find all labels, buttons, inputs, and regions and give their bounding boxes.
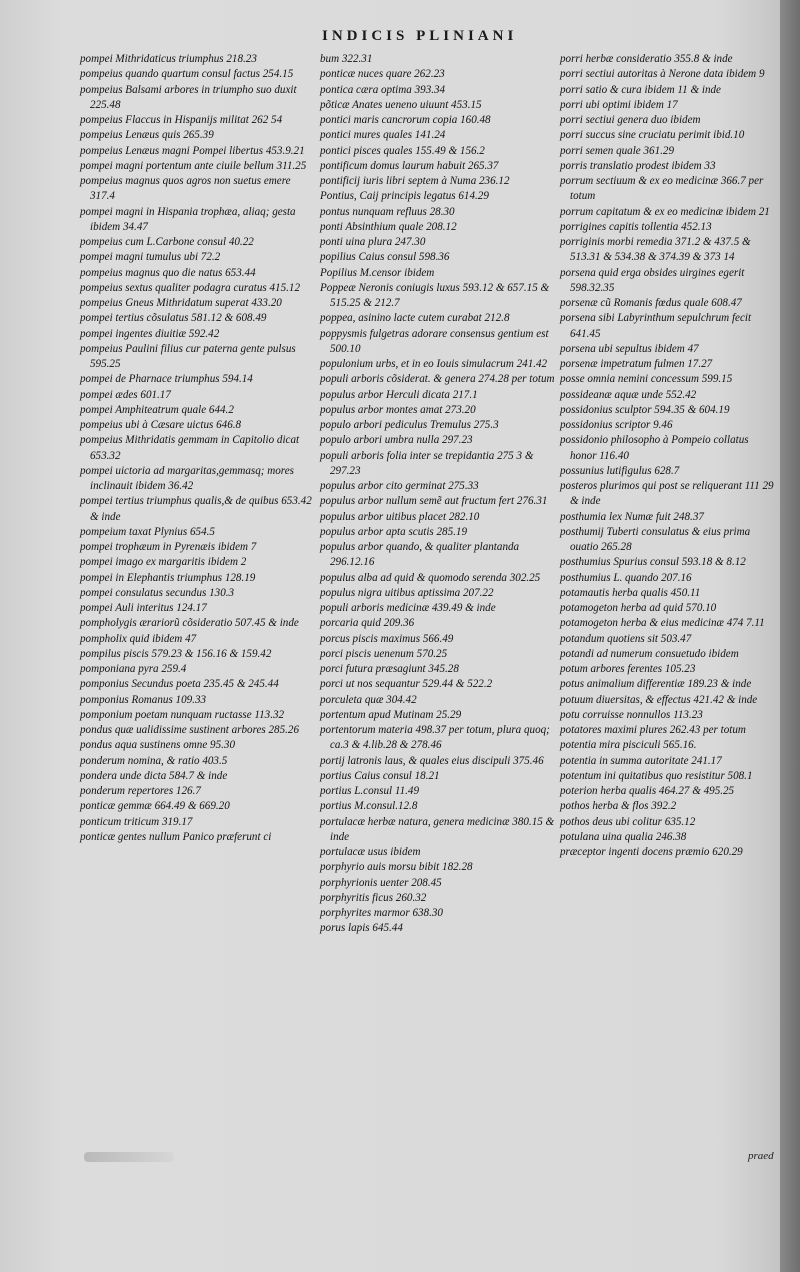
index-entry: portij latronis laus, & quales eius discipuli 375.46 xyxy=(320,754,544,767)
index-entry: porrum sectiuum & ex eo medicinæ 366.7 per totum xyxy=(560,175,764,203)
index-entry: poppysmis fulgetras adorare consensus gentium est 500.10 xyxy=(320,327,549,355)
index-entry: porphyrionis uenter 208.45 xyxy=(320,876,442,889)
index-entry: pompholygis ærariorũ cõsideratio 507.45 & inde xyxy=(80,617,299,630)
index-entry: pontificij iuris libri septem à Numa 236.12 xyxy=(320,175,510,187)
index-entry: pompeius Gneus Mithridatum superat 433.20 xyxy=(80,297,282,309)
index-entry: pompeius Balsami arbores in triumpho suo duxit 225.48 xyxy=(80,83,297,111)
index-entry: populus alba ad quid & quomodo serenda 302.25 xyxy=(320,571,541,584)
index-entry: potamogeton herba ad quid 570.10 xyxy=(560,602,717,614)
index-entry: pompei imago ex margaritis ibidem 2 xyxy=(80,556,247,569)
index-entry: pompei de Pharnace triumphus 594.14 xyxy=(80,373,253,386)
index-entry: pomponium poetam nunquam ructasse 113.32 xyxy=(80,708,285,721)
index-entry: porcaria quid 209.36 xyxy=(320,617,415,630)
index-entry: porsena ubi sepultus ibidem 47 xyxy=(560,342,699,355)
index-entry: pompei Auli interitus 124.17 xyxy=(80,602,207,614)
index-entry: potandum quotiens sit 503.47 xyxy=(560,632,692,645)
index-entry: bum 322.31 xyxy=(320,53,373,65)
index-entry: possideanæ aquæ unde 552.42 xyxy=(560,388,697,401)
index-entry: porri sectiui autoritas à Nerone data ibidem 9 xyxy=(560,68,765,81)
index-entry: porsenæ impetratum fulmen 17.27 xyxy=(560,358,713,370)
index-entry: porrigines capitis tollentia 452.13 xyxy=(560,220,712,233)
index-entry: pontici pisces quales 155.49 & 156.2 xyxy=(320,144,485,157)
index-entry: portentorum materia 498.37 per totum, plura quoq; ca.3 & 4.lib.28 & 278.46 xyxy=(320,724,550,752)
index-entry: porriginis morbi remedia 371.2 & 437.5 & 513.31 & 534.38 & 374.39 & 373 14 xyxy=(560,236,751,264)
index-entry: portentum apud Mutinam 25.29 xyxy=(320,708,462,721)
index-entry: populi arboris cõsiderat. & genera 274.28 per totum xyxy=(320,373,555,386)
index-entry: populus nigra uitibus aptissima 207.22 xyxy=(320,586,494,599)
index-entry: pompeius quando quartum consul factus 254.15 xyxy=(80,68,294,81)
index-entry: posthumia lex Numæ fuit 248.37 xyxy=(560,510,704,523)
index-entry: pompeius Mithridatis gemmam in Capitolio dicat 653.32 xyxy=(80,434,300,462)
index-entry: populi arboris folia inter se trepidantia 275 3 & 297.23 xyxy=(320,449,534,477)
index-entry: pontica cæra optima 393.34 xyxy=(320,83,446,96)
index-entry: populonium urbs, et in eo Iouis simulacrum 241.42 xyxy=(320,358,548,370)
index-entry: pompeius Lenæus quis 265.39 xyxy=(80,129,214,142)
index-entry: portulacæ herbæ natura, genera medicinæ 380.15 & inde xyxy=(320,815,555,843)
index-entry: pothos herba & flos 392.2 xyxy=(560,800,677,813)
index-entry: pompei magni tumulus ubi 72.2 xyxy=(80,251,221,264)
index-entry: ponderum nomina, & ratio 403.5 xyxy=(80,754,228,767)
index-entry: pompeius magnus quo die natus 653.44 xyxy=(80,266,256,279)
index-entry: popilius Caius consul 598.36 xyxy=(320,251,450,264)
running-head: INDICIS PLINIANI xyxy=(322,28,518,44)
index-entry: pompholix quid ibidem 47 xyxy=(80,632,197,645)
index-entry: pontificum domus laurum habuit 265.37 xyxy=(320,159,499,172)
index-entry: ponticum triticum 319.17 xyxy=(80,815,193,828)
index-entry: posthumij Tuberti consulatus & eius prima ouatio 265.28 xyxy=(560,525,751,553)
index-entry: portulacæ usus ibidem xyxy=(320,846,421,858)
index-entry: pompei tertius triumphus qualis,& de quibus 653.42 & inde xyxy=(80,495,312,523)
index-entry: potum arbores ferentes 105.23 xyxy=(560,663,696,675)
index-entry: ponticæ nuces quare 262.23 xyxy=(320,68,445,81)
index-entry: possidonius scriptor 9.46 xyxy=(560,419,673,431)
index-entry: potatores maximi plures 262.43 per totum xyxy=(560,724,746,736)
index-entry: porri semen quale 361.29 xyxy=(560,144,675,157)
index-column-2 xyxy=(320,52,558,937)
index-entry: porsena quid erga obsides uirgines egerit 598.32.35 xyxy=(560,266,745,294)
index-entry: pompei ædes 601.17 xyxy=(80,388,171,401)
index-entry: porri herbæ consideratio 355.8 & inde xyxy=(560,53,733,65)
index-entry: potentia mira pisciculi 565.16. xyxy=(560,739,697,752)
index-entry: populi arboris medicinæ 439.49 & inde xyxy=(320,602,496,614)
index-entry: ponticæ gentes nullum Panico præferunt ci xyxy=(80,830,272,843)
index-entry: poppea, asinino lacte cutem curabat 212.8 xyxy=(320,312,510,325)
index-entry: ponti uina plura 247.30 xyxy=(320,236,426,248)
index-entry: pompei tertius cõsulatus 581.12 & 608.49 xyxy=(80,312,267,325)
index-entry: porphyritis ficus 260.32 xyxy=(320,891,427,904)
index-entry: posthumius Spurius consul 593.18 & 8.12 xyxy=(560,556,746,569)
index-entry: porsena sibi Labyrinthum sepulchrum fecit 641.45 xyxy=(560,312,752,340)
index-entry: populus arbor montes amat 273.20 xyxy=(320,403,476,416)
index-entry: pompei uictoria ad margaritas,gemmasq; mores inclinauit ibidem 36.42 xyxy=(80,464,294,492)
index-entry: pompeius cum L.Carbone consul 40.22 xyxy=(80,236,254,248)
index-entry: pompei ingentes diuitiæ 592.42 xyxy=(80,327,220,340)
index-entry: Popilius M.censor ibidem xyxy=(320,266,435,279)
index-entry: porri succus sine cruciatu perimit ibid.10 xyxy=(560,129,745,142)
index-entry: Poppeæ Neronis coniugis luxus 593.12 & 657.15 & 515.25 & 212.7 xyxy=(320,281,550,309)
index-entry: pompeius Lenæus magni Pompei libertus 453.9.21 xyxy=(80,144,305,157)
index-entry: porus lapis 645.44 xyxy=(320,922,403,935)
index-entry: portius M.consul.12.8 xyxy=(320,800,418,813)
index-entry: pompeium taxat Plynius 654.5 xyxy=(80,525,215,538)
index-entry: posteros plurimos qui post se reliquerant 111 29 & inde xyxy=(560,480,774,508)
index-entry: porri satio & cura ibidem 11 & inde xyxy=(560,83,721,96)
index-entry: posse omnia nemini concessum 599.15 xyxy=(560,373,733,386)
index-entry: põticæ Anates ueneno uiuunt 453.15 xyxy=(320,98,482,111)
index-entry: præceptor ingenti docens præmio 620.29 xyxy=(560,846,743,858)
index-entry: populo arbori umbra nulla 297.23 xyxy=(320,434,473,447)
index-entry: potamogeton herba & eius medicinæ 474 7.11 xyxy=(560,617,765,630)
index-entry: portius L.consul 11.49 xyxy=(320,785,420,797)
index-column-3 xyxy=(560,52,776,860)
index-entry: portius Caius consul 18.21 xyxy=(320,769,440,782)
index-entry: pompeius magnus quos agros non suetus emere 317.4 xyxy=(80,175,291,203)
index-entry: poterion herba qualis 464.27 & 495.25 xyxy=(560,785,735,797)
index-entry: populus arbor quando, & qualiter plantanda 296.12.16 xyxy=(320,541,520,569)
index-entry: pomponius Secundus poeta 235.45 & 245.44 xyxy=(80,678,279,691)
index-column-1 xyxy=(80,52,318,845)
index-entry: pompeius sextus qualiter podagra curatus 415.12 xyxy=(80,281,301,294)
index-entry: porphyrites marmor 638.30 xyxy=(320,907,443,919)
index-entry: pompei in Elephantis triumphus 128.19 xyxy=(80,571,256,584)
index-entry: pomponius Romanus 109.33 xyxy=(80,693,207,706)
index-entry: pompei consulatus secundus 130.3 xyxy=(80,586,235,599)
index-entry: populo arbori pediculus Tremulus 275.3 xyxy=(320,419,499,431)
index-entry: pontici mures quales 141.24 xyxy=(320,129,446,142)
index-entry: porci piscis uenenum 570.25 xyxy=(320,647,448,660)
index-entry: potuum diuersitas, & effectus 421.42 & inde xyxy=(560,693,758,706)
index-entry: potus animalium differentiæ 189.23 & inde xyxy=(560,678,752,691)
index-entry: pondus quæ ualidissime sustinent arbores 285.26 xyxy=(80,724,300,736)
index-entry: potu corruisse nonnullos 113.23 xyxy=(560,708,703,721)
index-entry: pothos deus ubi colitur 635.12 xyxy=(560,815,696,828)
index-entry: porcus piscis maximus 566.49 xyxy=(320,632,454,645)
index-entry: pontici maris cancrorum copia 160.48 xyxy=(320,114,491,126)
page-edge-shadow xyxy=(780,0,800,1272)
index-entry: porris translatio prodest ibidem 33 xyxy=(560,159,716,172)
index-entry: ponticæ gemmæ 664.49 & 669.20 xyxy=(80,800,230,813)
index-entry: porrum capitatum & ex eo medicinæ ibidem 21 xyxy=(560,205,770,218)
index-entry: Pontius, Caij principis legatus 614.29 xyxy=(320,190,489,203)
index-entry: pomponiana pyra 259.4 xyxy=(80,663,187,675)
index-entry: populus arbor nullum semẽ aut fructum fert 276.31 xyxy=(320,495,548,508)
index-entry: porri ubi optimi ibidem 17 xyxy=(560,98,678,111)
index-entry: pompeius Flaccus in Hispanijs militat 262 54 xyxy=(80,114,283,126)
index-entry: pompeius ubi à Cæsare uictus 646.8 xyxy=(80,419,242,431)
index-entry: possidonius sculptor 594.35 & 604.19 xyxy=(560,403,730,416)
index-entry: ponti Absinthium quale 208.12 xyxy=(320,220,457,233)
index-entry: possidonio philosopho à Pompeio collatus honor 116.40 xyxy=(560,434,749,462)
index-entry: pompei trophæum in Pyrenæis ibidem 7 xyxy=(80,541,257,553)
index-entry: porri sectiui genera duo ibidem xyxy=(560,114,701,126)
index-entry: populus arbor uitibus placet 282.10 xyxy=(320,510,480,523)
index-entry: pondus aqua sustinens omne 95.30 xyxy=(80,739,236,752)
index-entry: potulana uina qualia 246.38 xyxy=(560,830,687,843)
index-entry: porculeta quæ 304.42 xyxy=(320,693,417,706)
index-entry: potentum ini quitatibus quo resistitur 508.1 xyxy=(560,769,753,782)
index-entry: potentia in summa autoritate 241.17 xyxy=(560,754,722,767)
ink-smudge xyxy=(84,1152,174,1162)
index-entry: populus arbor cito germinat 275.33 xyxy=(320,480,479,492)
index-entry: pompei Mithridaticus triumphus 218.23 xyxy=(80,53,257,65)
index-entry: pompei magni in Hispania trophæa, aliaq; gesta ibidem 34.47 xyxy=(80,205,296,233)
index-entry: populus arbor Herculi dicata 217.1 xyxy=(320,388,478,401)
index-entry: pompilus piscis 579.23 & 156.16 & 159.42 xyxy=(80,647,272,660)
index-entry: ponderum repertores 126.7 xyxy=(80,785,201,797)
index-entry: populus arbor apta scutis 285.19 xyxy=(320,525,468,538)
index-entry: potandi ad numerum consuetudo ibidem xyxy=(560,647,739,660)
index-entry: posthumius L. quando 207.16 xyxy=(560,571,692,584)
catchword: praed xyxy=(748,1150,774,1162)
index-entry: pompei magni portentum ante ciuile bellum 311.25 xyxy=(80,159,307,172)
index-entry: porci ut nos sequantur 529.44 & 522.2 xyxy=(320,678,493,691)
index-entry: porsenæ cũ Romanis fœdus quale 608.47 xyxy=(560,297,742,309)
index-entry: pontus nunquam refluus 28.30 xyxy=(320,205,455,218)
index-entry: pondera unde dicta 584.7 & inde xyxy=(80,769,228,782)
index-entry: porci futura præsagiunt 345.28 xyxy=(320,663,459,675)
index-entry: possunius lutifigulus 628.7 xyxy=(560,464,680,477)
index-entry: pompeius Paulini filius cur paterna gente pulsus 595.25 xyxy=(80,342,296,370)
index-entry: potamautis herba qualis 450.11 xyxy=(560,586,701,599)
index-entry: pompei Amphiteatrum quale 644.2 xyxy=(80,403,234,416)
index-entry: porphyrio auis morsu bibit 182.28 xyxy=(320,861,473,874)
